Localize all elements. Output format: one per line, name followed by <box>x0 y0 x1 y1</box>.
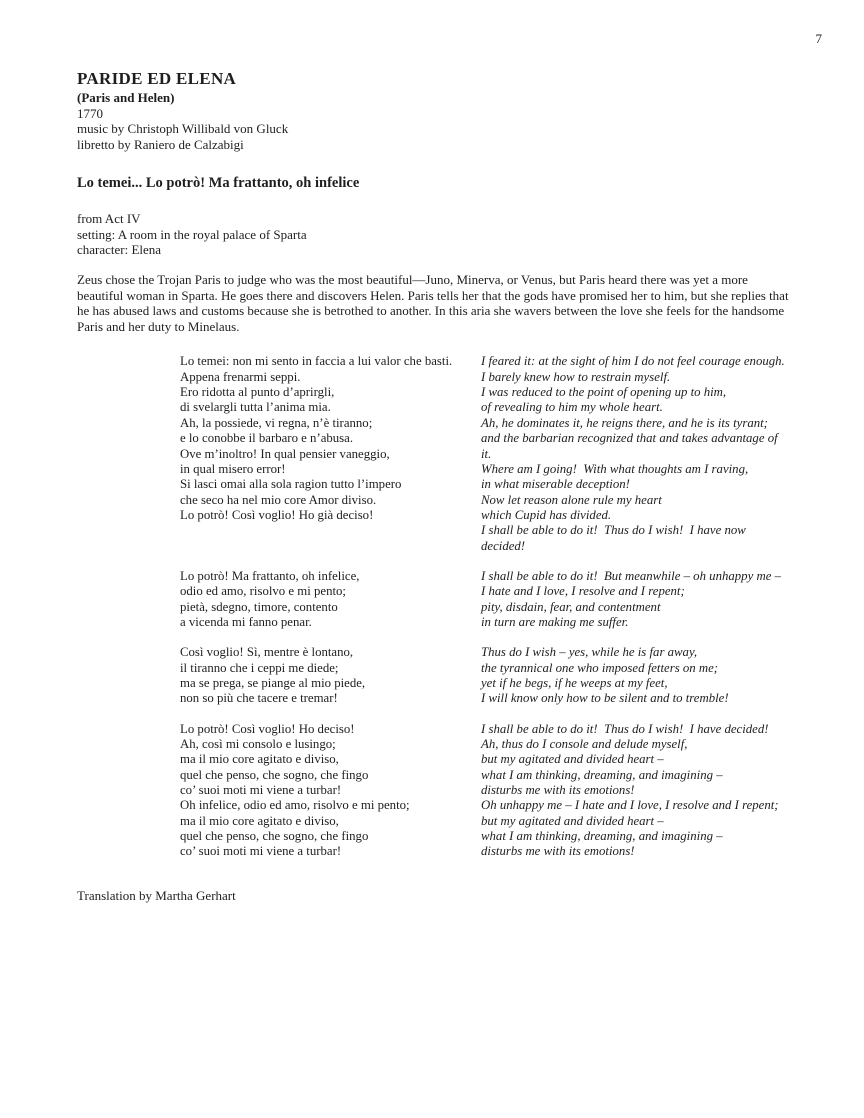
stanza-italian-column <box>180 354 481 553</box>
verse-line-english: I hate and I love, I resolve and I repent; <box>481 584 685 599</box>
verse-line-english: which Cupid has divided. <box>481 507 612 522</box>
verse-section <box>180 354 788 859</box>
verse-line-english: pity, disdain, fear, and contentment <box>481 599 661 614</box>
verse-line-italian: ma se prega, se piange al mio piede, <box>180 675 366 690</box>
verse-line-italian: Lo potrò! Così voglio! Ho deciso! <box>180 721 355 736</box>
verse-line-italian: Ah, così mi consolo e lusingo; <box>180 737 336 751</box>
verse-line-italian: Appena frenarmi seppi. <box>180 369 301 384</box>
stanza <box>180 645 788 706</box>
verse-line-italian: ma il mio core agitato e diviso, <box>180 813 339 828</box>
work-header <box>77 69 788 152</box>
stanza-english-column <box>481 645 788 706</box>
verse-line-italian: Lo potrò! Così voglio! Ho già deciso! <box>180 507 374 522</box>
verse-line-italian: Lo temei: non mi sento in faccia a lui valor che basti. <box>180 354 453 369</box>
verse-line-english: in what miserable deception! <box>481 477 630 492</box>
verse-line-english: I shall be able to do it! Thus do I wish! I have decided! <box>481 721 769 736</box>
verse-line-italian: pietà, sdegno, timore, contento <box>180 599 338 614</box>
verse-line-italian: in qual misero error! <box>180 461 286 476</box>
verse-line-italian: Lo potrò! Ma frattanto, oh infelice, <box>180 568 360 583</box>
stanza-italian-column <box>180 722 481 860</box>
verse-line-italian: Si lasci omai alla sola ragion tutto l’impero <box>180 477 402 492</box>
verse-line-italian: quel che penso, che sogno, che fingo <box>180 767 369 782</box>
verse-line-english: yet if he begs, if he weeps at my feet, <box>481 675 668 690</box>
music-credit: music by Christoph Willibald von Gluck <box>77 121 289 137</box>
translation-credit: Translation by Martha Gerhart <box>77 887 236 903</box>
verse-line-english: the tyrannical one who imposed fetters on me; <box>481 660 719 675</box>
verse-line-english: what I am thinking, dreaming, and imagining – <box>481 767 723 782</box>
verse-line-italian: co’ suoi moti mi viene a turbar! <box>180 783 342 798</box>
verse-line-english: Ah, thus do I console and delude myself, <box>481 737 688 751</box>
verse-line-english: what I am thinking, dreaming, and imagining – <box>481 829 723 844</box>
verse-line-english: I feared it: at the sight of him I do not feel courage enough. <box>481 354 785 369</box>
aria-act: from Act IV <box>77 211 141 227</box>
stanza-english-column <box>481 722 788 860</box>
verse-line-english: disturbs me with its emotions! <box>481 844 635 859</box>
verse-line-english: in turn are making me suffer. <box>481 614 629 629</box>
verse-line-italian: Oh infelice, odio ed amo, risolvo e mi pento; <box>180 798 410 813</box>
stanza-english-column <box>481 354 788 553</box>
libretto-credit: libretto by Raniero de Calzabigi <box>77 136 244 152</box>
verse-line-italian: e lo conobbe il barbaro e n’abusa. <box>180 431 354 446</box>
work-title: PARIDE ED ELENA <box>77 69 237 88</box>
verse-line-english: I barely knew how to restrain myself. <box>481 369 671 384</box>
verse-line-italian: odio ed amo, risolvo e mi pento; <box>180 584 346 599</box>
verse-line-english: I will know only how to be silent and to tremble! <box>481 691 729 706</box>
aria-setting: setting: A room in the royal palace of Sparta <box>77 226 307 242</box>
verse-line-english: Where am I going! With what thoughts am I raving, <box>481 461 749 476</box>
stanza <box>180 354 788 553</box>
verse-line-english: I was reduced to the point of opening up to him, <box>481 385 727 400</box>
verse-line-italian: Ero ridotta al punto d’aprirgli, <box>180 385 335 400</box>
verse-line-english: I shall be able to do it! Thus do I wish! I have now decided! <box>481 523 750 553</box>
stanza <box>180 722 788 860</box>
verse-line-english: Ah, he dominates it, he reigns there, and he is its tyrant; <box>481 415 768 430</box>
stanza-italian-column <box>180 569 481 630</box>
stanza-italian-column <box>180 645 481 706</box>
verse-line-italian: di svelargli tutta l’anima mia. <box>180 400 331 415</box>
verse-line-italian: quel che penso, che sogno, che fingo <box>180 829 369 844</box>
verse-line-english: Now let reason alone rule my heart <box>481 492 662 507</box>
verse-line-italian: non so più che tacere e tremar! <box>180 691 338 706</box>
verse-line-english: but my agitated and divided heart – <box>481 813 664 828</box>
page-number: 7 <box>815 31 822 46</box>
verse-line-italian: il tiranno che i ceppi me diede; <box>180 660 339 675</box>
work-year: 1770 <box>77 105 103 121</box>
verse-line-english: Thus do I wish – yes, while he is far away, <box>481 645 698 660</box>
verse-line-italian: Così voglio! Sì, mentre è lontano, <box>180 645 354 660</box>
stanza <box>180 569 788 630</box>
aria-context <box>77 211 788 258</box>
work-subtitle: (Paris and Helen) <box>77 90 175 105</box>
verse-line-english: but my agitated and divided heart – <box>481 752 664 767</box>
verse-line-italian: Ah, la possiede, vi regna, n’è tiranno; <box>180 415 373 430</box>
verse-line-english: disturbs me with its emotions! <box>481 783 635 798</box>
stanza-english-column <box>481 569 788 630</box>
synopsis-paragraph: Zeus chose the Trojan Paris to judge who was the most beautiful—Juno, Minerva, or Venus, but Paris heard there was yet a more beautiful woman in Sparta. He goes there and discovers Helen. Paris tells her that the gods have promised her to him, but she replies that he has abused laws and customs because she is betrothed to another. In this aria she wavers between the love she feels for the handsome Paris and her duty to Minelaus. <box>77 272 789 334</box>
verse-line-english: I shall be able to do it! But meanwhile – oh unhappy me – <box>481 568 781 583</box>
verse-line-italian: ma il mio core agitato e diviso, <box>180 752 339 767</box>
verse-line-english: of revealing to him my whole heart. <box>481 400 663 415</box>
verse-line-italian: Ove m’inoltro! In qual pensier vaneggio, <box>180 446 390 461</box>
aria-character: character: Elena <box>77 242 162 258</box>
verse-line-italian: che seco ha nel mio core Amor diviso. <box>180 492 377 507</box>
verse-line-english: Oh unhappy me – I hate and I love, I resolve and I repent; <box>481 798 779 813</box>
verse-line-italian: a vicenda mi fanno penar. <box>180 614 312 629</box>
verse-line-english: and the barbarian recognized that and takes advantage of it. <box>481 431 781 461</box>
aria-title: Lo temei... Lo potrò! Ma frattanto, oh infelice <box>77 175 360 192</box>
verse-line-italian: co’ suoi moti mi viene a turbar! <box>180 844 342 859</box>
